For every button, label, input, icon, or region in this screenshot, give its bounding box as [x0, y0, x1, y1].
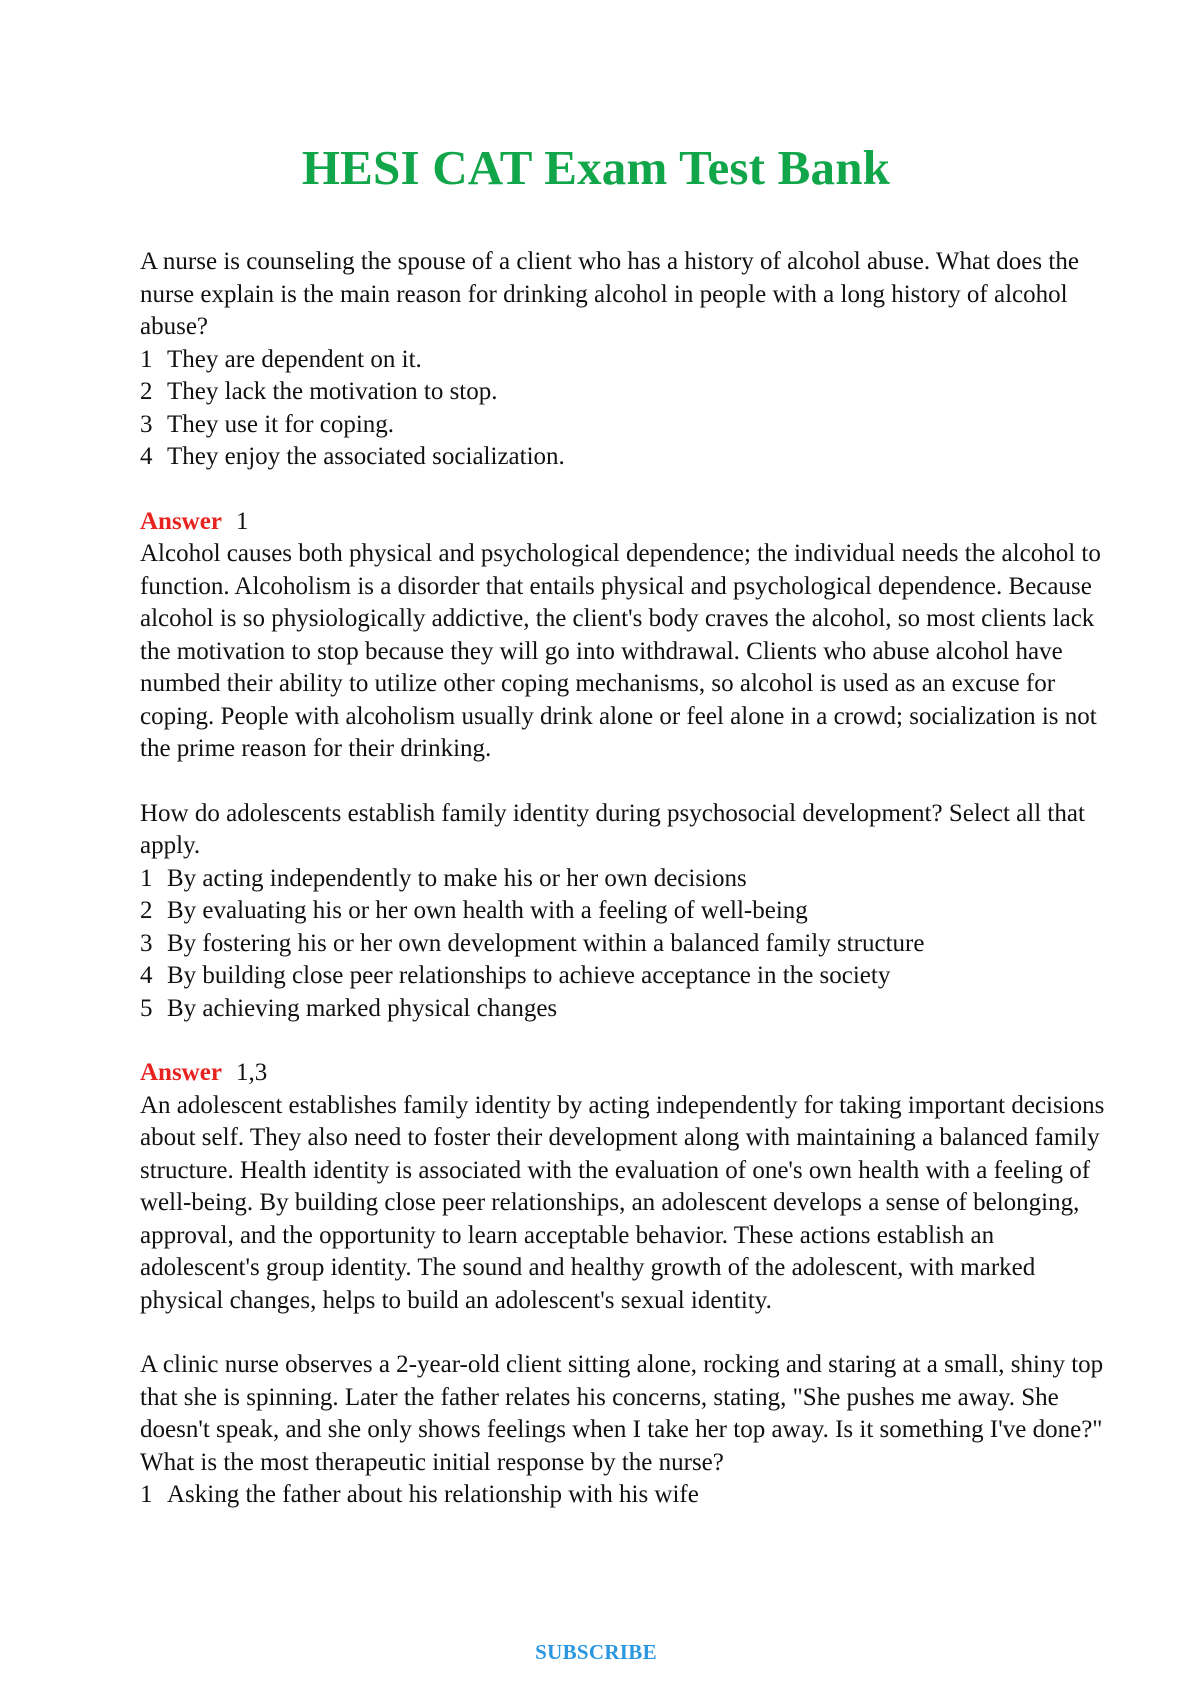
subscribe-link[interactable]: SUBSCRIBE [535, 1640, 657, 1664]
option-number: 1 [140, 864, 153, 892]
answer-value: 1,3 [235, 1059, 268, 1086]
option-number: 2 [140, 897, 153, 924]
answer-label: Answer [140, 1059, 222, 1086]
option-text: By achieving marked physical changes [167, 994, 558, 1022]
option-item [140, 1479, 1120, 1512]
option-item [140, 376, 1120, 409]
option-text: They enjoy the associated socialization. [167, 443, 565, 470]
option-text: They lack the motivation to stop. [167, 378, 498, 405]
option-number: 1 [140, 345, 153, 373]
option-text: By evaluating his or her own health with a feeling of well-being [167, 897, 808, 924]
option-item [140, 895, 1120, 928]
answer-value: 1 [235, 507, 249, 535]
option-text: They use it for coping. [167, 410, 395, 438]
answer-rationale: Alcohol causes both physical and psychological dependence; the individual needs the alcohol to function. Alcoholism is a disorder that entails physical and psychological dependence. Because alcohol is so physiologically addictive, the client's body craves the alcohol, so most clients lack the motivation to stop because they will go into withdrawal. Clients who abuse alcohol have numbed their ability to utilize other coping mechanisms, so alcohol is used as an excuse for coping. People with alcoholism usually drink alone or feel alone in a crowd; socialization is not the prime reason for their drinking. [140, 540, 1101, 762]
option-item [140, 863, 1120, 896]
question-block-2 [140, 798, 1120, 1318]
question-content [140, 246, 1120, 1512]
option-number: 3 [140, 410, 153, 438]
option-item [140, 928, 1120, 961]
option-text: They are dependent on it. [167, 345, 422, 373]
option-number: 2 [140, 378, 153, 405]
spacer [140, 1317, 1120, 1349]
option-text: By fostering his or her own development within a balanced family structure [167, 929, 925, 957]
option-list [140, 1479, 1120, 1512]
option-item [140, 409, 1120, 442]
spacer [140, 766, 1120, 798]
option-number: 1 [140, 1481, 153, 1508]
option-list [140, 863, 1120, 1026]
question-text: How do adolescents establish family identity during psychosocial development? Select all that apply. [140, 799, 1085, 859]
question-block-1 [140, 246, 1120, 766]
option-text: By acting independently to make his or her own decisions [167, 864, 747, 892]
answer-line [140, 506, 1120, 539]
option-number: 5 [140, 994, 153, 1022]
answer-line [140, 1057, 1120, 1090]
option-number: 4 [140, 443, 153, 470]
option-number: 3 [140, 929, 153, 957]
page-title: HESI CAT Exam Test Bank [301, 140, 891, 195]
question-block-3 [140, 1349, 1120, 1512]
answer-rationale: An adolescent establishes family identity by acting independently for taking important decisions about self. They also need to foster their development along with maintaining a balanced family structure. Health identity is associated with the evaluation of one's own health with a feeling of well-being. By building close peer relationships, an adolescent develops a sense of belonging, approval, and the opportunity to learn acceptable behavior. These actions establish an adolescent's group identity. The sound and healthy growth of the adolescent, with marked physical changes, helps to build an adolescent's sexual identity. [140, 1091, 1105, 1314]
option-text: By building close peer relationships to achieve acceptance in the society [167, 962, 891, 989]
option-text: Asking the father about his relationship with his wife [167, 1481, 699, 1508]
option-item [140, 993, 1120, 1026]
option-number: 4 [140, 962, 153, 989]
question-text: A clinic nurse observes a 2-year-old client sitting alone, rocking and staring at a small, shiny top that she is spinning. Later the father relates his concerns, stating, "She pushes me away. She doesn't speak, and she only shows feelings when I take her top away. Is it something I've done?" What is the most therapeutic initial response by the nurse? [140, 1351, 1104, 1476]
option-item [140, 441, 1120, 474]
answer-label: Answer [140, 507, 222, 535]
option-item [140, 960, 1120, 993]
option-item [140, 344, 1120, 377]
question-text: A nurse is counseling the spouse of a client who has a history of alcohol abuse. What does the nurse explain is the main reason for drinking alcohol in people with a long history of alcohol abuse? [140, 248, 1079, 340]
option-list [140, 344, 1120, 474]
